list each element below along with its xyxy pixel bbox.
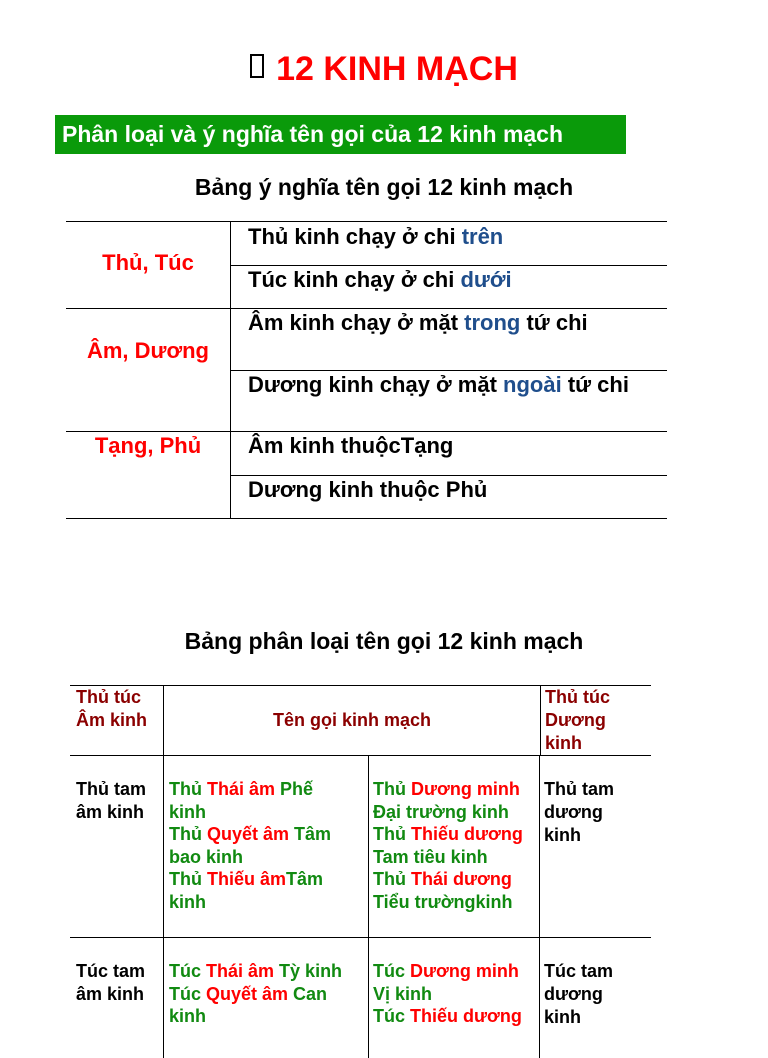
meridian-line: Túc Quyết âm Can <box>169 983 328 1004</box>
meridian-line: Tam tiêu kinh <box>373 846 488 867</box>
title-text: 12 KINH MẠCH <box>276 50 518 88</box>
header-am-kinh: Thủ túc Âm kinh <box>70 686 164 755</box>
row-left-label: Thủ tam âm kinh <box>70 756 164 937</box>
group-label: Âm, Dương <box>66 309 231 431</box>
table-cell: Túc kinh chạy ở chi dưới <box>231 265 667 308</box>
am-kinh-cell <box>164 756 369 937</box>
page-title <box>0 50 768 89</box>
meridian-line: Túc Dương minh <box>373 961 519 981</box>
meaning-table <box>66 221 667 519</box>
row-right-label: Thủ tam dương kinh <box>544 779 614 845</box>
missing-glyph-box-icon <box>250 54 264 78</box>
meridian-line: kinh <box>169 801 207 822</box>
meridian-line: Đại trường kinh <box>373 801 509 822</box>
table-cell: Âm kinh chạy ở mặt trong tứ chi <box>248 310 588 335</box>
row-left-label: Túc tam âm kinh <box>70 938 164 1058</box>
header-duong-kinh: Thủ túc Dương kinh <box>545 687 610 753</box>
table-row <box>70 756 651 938</box>
meridian-line: Tiểu trườngkinh <box>373 891 513 912</box>
meridian-line: kinh <box>169 1006 207 1027</box>
classification-table <box>70 685 651 1058</box>
group-label: Thủ, Túc <box>66 222 231 308</box>
table-cell: Dương kinh thuộc Phủ <box>231 475 667 518</box>
table1-caption: Bảng ý nghĩa tên gọi 12 kinh mạch <box>194 174 574 200</box>
meridian-line: Túc Thái âm Tỳ kinh <box>169 961 343 981</box>
table-row <box>70 938 651 1058</box>
meridian-line: Thủ Quyết âm Tâm <box>169 824 332 845</box>
duong-kinh-cell <box>369 756 540 937</box>
table-row <box>66 221 667 308</box>
table-row <box>66 431 667 519</box>
group-label: Tạng, Phủ <box>66 432 231 518</box>
meridian-line: bao kinh <box>169 846 244 867</box>
header-ten-goi: Tên gọi kinh mạch <box>164 686 541 755</box>
am-kinh-cell <box>164 938 369 1058</box>
meridian-line: Túc Thiếu dương <box>373 1006 522 1027</box>
meridian-line: kinh <box>169 891 207 912</box>
table-row <box>66 308 667 431</box>
meridian-line: Vị kinh <box>373 983 433 1004</box>
table-cell: Dương kinh chạy ở mặt ngoài tứ chi <box>231 370 667 431</box>
table-header-row <box>70 685 651 756</box>
meridian-line: Thủ Thái dương <box>373 869 512 890</box>
table-cell: Âm kinh thuộcTạng <box>248 433 454 458</box>
row-right-label: Túc tam dương kinh <box>544 961 614 1027</box>
table-cell: Thủ kinh chạy ở chi trên <box>248 224 504 249</box>
meridian-line: Thủ Thiếu âmTâm <box>169 869 324 890</box>
section-banner: Phân loại và ý nghĩa tên gọi của 12 kinh mạch <box>55 115 626 154</box>
meridian-line: Thủ Dương minh <box>373 779 520 799</box>
meridian-line: Thủ Thiếu dương <box>373 824 523 845</box>
duong-kinh-cell <box>369 938 540 1058</box>
table2-caption: Bảng phân loại tên gọi 12 kinh mạch <box>184 628 584 654</box>
meridian-line: Thủ Thái âm Phế <box>169 779 314 799</box>
